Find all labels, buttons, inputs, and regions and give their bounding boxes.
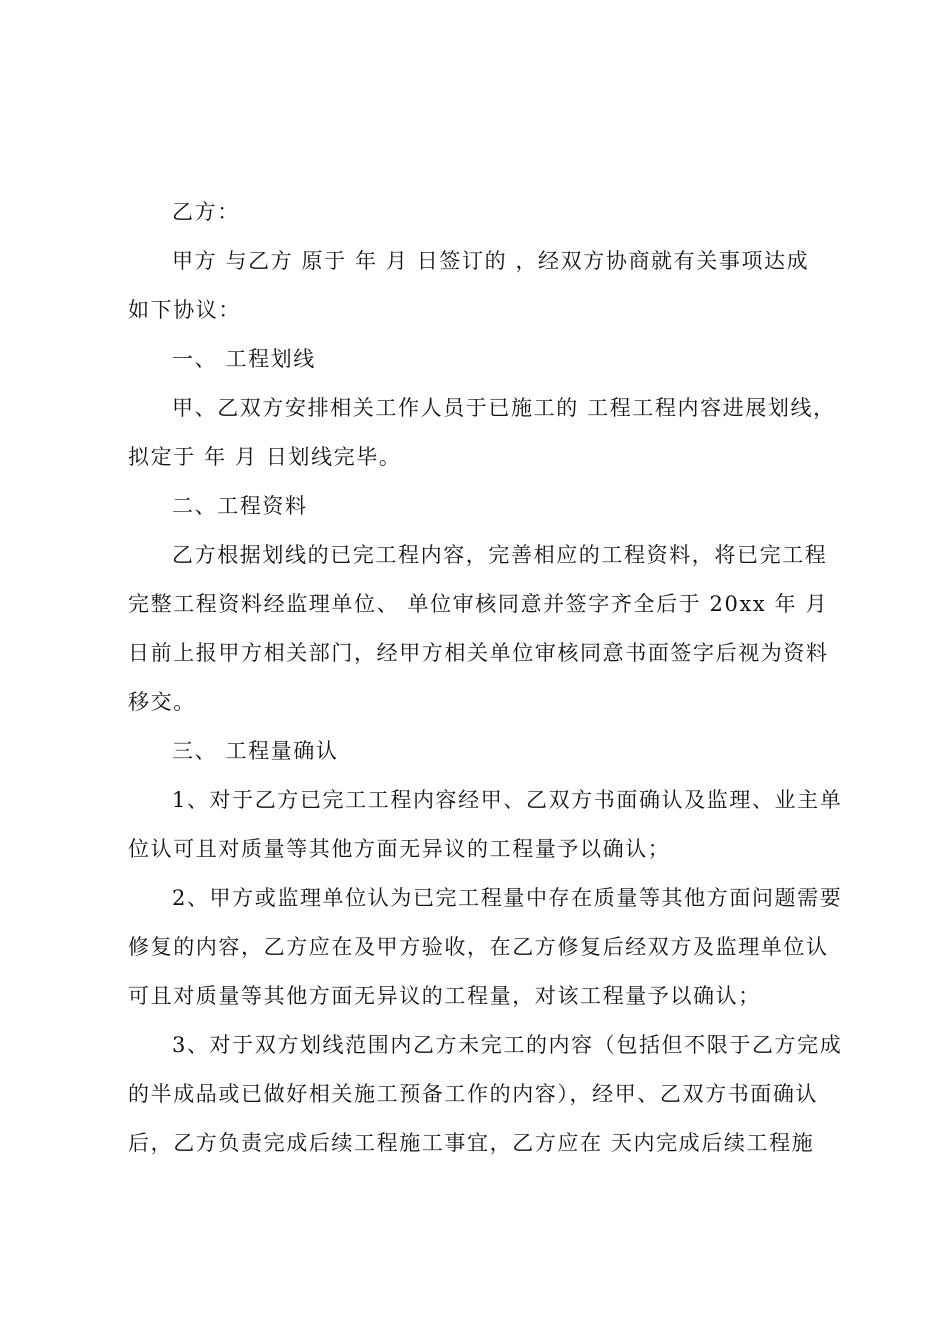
section-2-paragraph — [128, 531, 832, 727]
text-line: 2、甲方或监理单位认为已完工程量中存在质量等其他方面问题需要 — [172, 886, 843, 910]
clause-item-3 — [128, 1021, 843, 1168]
section-1-paragraph — [128, 384, 836, 482]
text-line: 的半成品或已做好相关施工预备工作的内容），经甲、乙双方书面确认 — [128, 1082, 819, 1106]
text-line: 日前上报甲方相关部门，经甲方相关单位审核同意书面签字后视为资料 — [128, 641, 829, 665]
clause-item-1 — [128, 776, 843, 874]
text-line: 移交。 — [128, 690, 196, 714]
text-line: 可且对质量等其他方面无异议的工程量，对该工程量予以确认； — [128, 984, 761, 1008]
text-line: 后，乙方负责完成后续工程施工事宜，乙方应在 天内完成后续工程施 — [128, 1131, 815, 1155]
text-line: 甲、乙双方安排相关工作人员于已施工的 工程工程内容进展划线， — [172, 396, 836, 420]
document-body — [128, 188, 843, 1168]
text-line: 拟定于 年 月 日划线完毕。 — [128, 445, 402, 469]
section-heading-2 — [128, 482, 832, 531]
text-line: 位认可且对质量等其他方面无异议的工程量予以确认； — [128, 837, 671, 861]
text-line: 三、 工程量确认 — [172, 739, 339, 763]
text-line: 修复的内容，乙方应在及甲方验收，在乙方修复后经双方及监理单位认 — [128, 935, 829, 959]
party-b-line — [128, 188, 832, 237]
section-heading-1 — [128, 335, 832, 384]
text-line: 甲方 与乙方 原于 年 月 日签订的 ，经双方协商就有关事项达成 — [172, 249, 810, 273]
text-line: 一、 工程划线 — [172, 347, 316, 371]
text-line: 乙方： — [172, 200, 240, 224]
text-line: 二、工程资料 — [172, 494, 308, 518]
section-heading-3 — [128, 727, 832, 776]
clause-item-2 — [128, 874, 843, 1021]
intro-paragraph — [128, 237, 832, 335]
text-line: 乙方根据划线的已完工程内容，完善相应的工程资料，将已完工程 — [172, 543, 828, 567]
text-line: 完整工程资料经监理单位、 单位审核同意并签字齐全后于 20xx 年 月 — [128, 592, 829, 616]
text-line: 1、对于乙方已完工工程内容经甲、乙双方书面确认及监理、业主单 — [172, 788, 843, 812]
text-line: 如下协议： — [128, 298, 241, 322]
text-line: 3、对于双方划线范围内乙方未完工的内容（包括但不限于乙方完成 — [172, 1033, 843, 1057]
